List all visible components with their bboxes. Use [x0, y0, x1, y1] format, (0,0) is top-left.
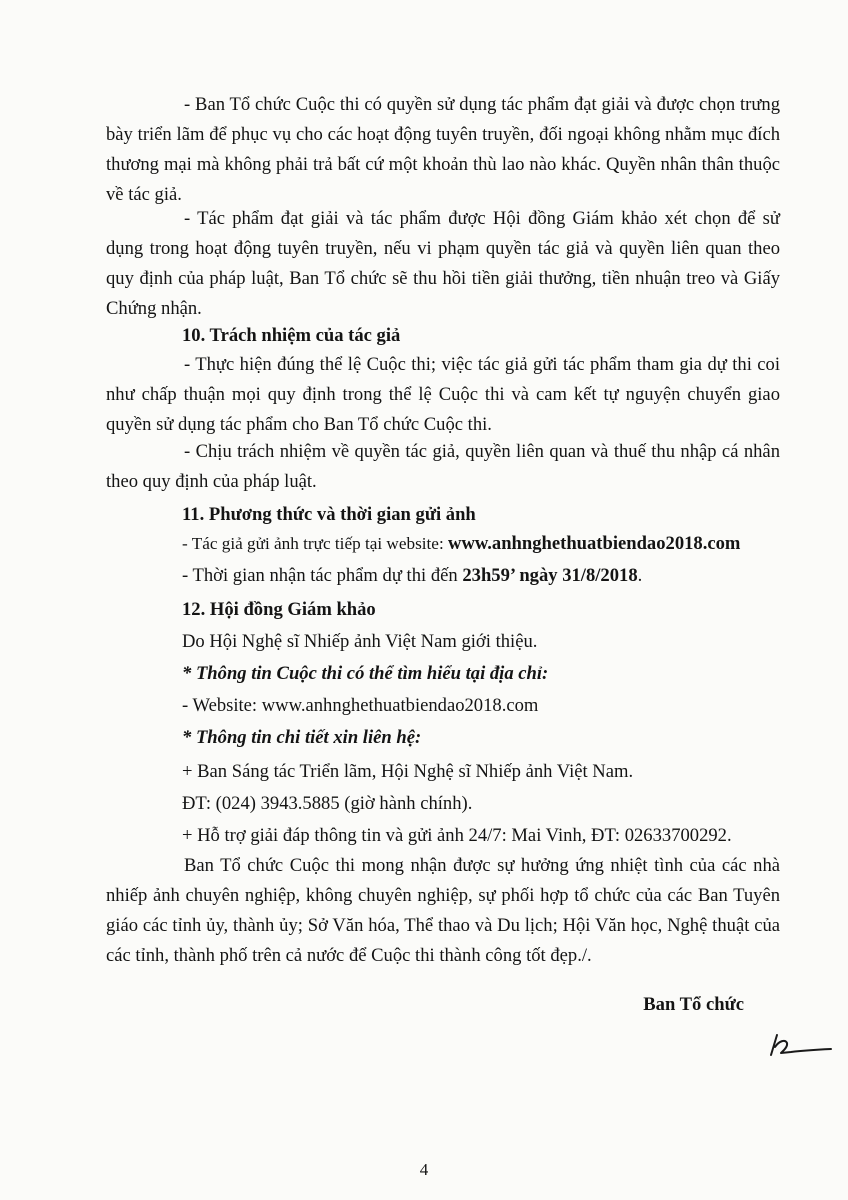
deadline-time: 23h59’ ngày 31/8/2018 [462, 565, 638, 586]
submission-website-url[interactable]: www.anhnghethuatbiendao2018.com [448, 533, 741, 554]
paragraph-responsibility [106, 437, 780, 497]
paragraph-comply-rules [106, 350, 780, 440]
submission-website-line [182, 529, 740, 559]
deadline-prefix: - Thời gian nhận tác phẩm dự thi đến [182, 565, 463, 586]
paragraph-text: - Tác phẩm đạt giải và tác phẩm được Hội đồng Giám khảo xét chọn để sử dụng trong hoạt động tuyên truyền, nếu vi phạm quyền tác giả và quyền liên quan theo quy định của pháp luật, Ban Tổ chức sẽ thu hồi tiền giải thưởng, tiền nhuận treo và Giấy Chứng nhận. [106, 208, 780, 319]
contact-heading: * Thông tin chi tiết xin liên hệ: [182, 727, 422, 748]
contact-support-line: + Hỗ trợ giải đáp thông tin và gửi ảnh 24/7: Mai Vinh, ĐT: 02633700292. [182, 825, 732, 846]
contact-office-line: + Ban Sáng tác Triển lãm, Hội Nghệ sĩ Nhiếp ảnh Việt Nam. [182, 761, 634, 782]
paragraph-usage-rights [106, 90, 780, 210]
paragraph-text: - Thực hiện đúng thể lệ Cuộc thi; việc tác giả gửi tác phẩm tham gia dự thi coi như chấp thuận mọi quy định trong thể lệ Cuộc thi và cam kết tự nguyện chuyển giao quyền sử dụng tác phẩm cho Ban Tổ chức Cuộc thi. [106, 354, 780, 435]
paragraph-text: - Chịu trách nhiệm về quyền tác giả, quyền liên quan và thuế thu nhập cá nhân theo quy định của pháp luật. [106, 441, 780, 492]
section-heading-12: 12. Hội đồng Giám khảo [182, 599, 376, 620]
signature-mark [765, 1025, 837, 1065]
paragraph-closing [106, 851, 780, 971]
info-address-heading: * Thông tin Cuộc thi có thể tìm hiểu tại địa chỉ: [182, 663, 549, 684]
signoff-organizer: Ban Tổ chức [643, 994, 744, 1015]
paragraph-text: - Ban Tổ chức Cuộc thi có quyền sử dụng tác phẩm đạt giải và được chọn trưng bày triển lãm để phục vụ cho các hoạt động tuyên truyền, đối ngoại không nhằm mục đích thương mại mà không phải trả bất cứ một khoản thù lao nào khác. Quyền nhân thân thuộc về tác giả. [106, 94, 780, 205]
paragraph-violation [106, 204, 780, 324]
section-heading-10: 10. Trách nhiệm của tác giả [182, 325, 401, 346]
jury-intro-line: Do Hội Nghệ sĩ Nhiếp ảnh Việt Nam giới thiệu. [182, 631, 538, 652]
paragraph-text: Ban Tổ chức Cuộc thi mong nhận được sự hưởng ứng nhiệt tình của các nhà nhiếp ảnh chuyên nghiệp, không chuyên nghiệp, sự phối hợp tổ chức của các Ban Tuyên giáo các tỉnh ủy, thành ủy; Sở Văn hóa, Thể thao và Du lịch; Hội Văn học, Nghệ thuật của các tỉnh, thành phố trên cả nước để Cuộc thi thành công tốt đẹp./. [106, 855, 780, 966]
contact-phone-line: ĐT: (024) 3943.5885 (giờ hành chính). [182, 793, 473, 814]
section-heading-11: 11. Phương thức và thời gian gửi ảnh [182, 504, 476, 525]
info-website-line[interactable]: - Website: www.anhnghethuatbiendao2018.com [182, 695, 539, 716]
submission-website-prefix: - Tác giả gửi ảnh trực tiếp tại website: [182, 534, 449, 553]
deadline-line [182, 561, 642, 591]
page-number: 4 [419, 1160, 429, 1179]
deadline-suffix: . [637, 565, 643, 586]
